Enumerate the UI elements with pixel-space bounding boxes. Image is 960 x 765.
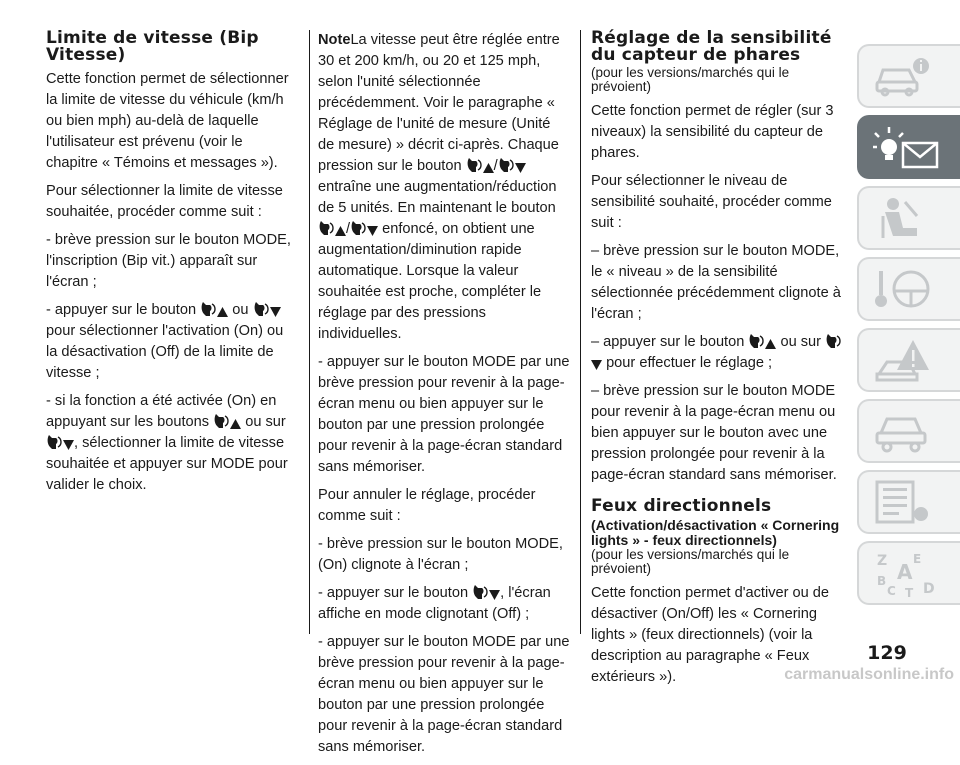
mode-button-icon	[253, 301, 270, 317]
chapter-tabs	[857, 44, 960, 612]
paragraph	[318, 583, 570, 625]
arrow-up-icon	[483, 163, 494, 173]
svg-text:Z: Z	[877, 553, 888, 569]
svg-text:A: A	[897, 560, 913, 584]
text: pour sélectionner l'activation (On) ou la désactivation (Off) de la limite de vitesse ;	[46, 323, 284, 381]
arrow-down-icon	[489, 590, 500, 600]
mode-button-icon	[748, 333, 765, 349]
arrow-down-icon	[63, 440, 74, 450]
section-title: Feux directionnels	[591, 496, 772, 516]
tab-emergency[interactable]	[857, 328, 960, 392]
svg-text:T: T	[905, 586, 914, 599]
svg-text:D: D	[923, 581, 935, 597]
text: - si la fonction a été activée (On) en appuyant sur les boutons	[46, 393, 277, 430]
mode-button-icon	[472, 584, 489, 600]
paragraph	[46, 391, 298, 496]
text: – appuyer sur le bouton	[591, 334, 745, 350]
arrow-down-icon	[367, 226, 378, 236]
section-title: Réglage de la sensibilité du capteur de phares	[591, 28, 832, 65]
arrow-down-icon	[515, 163, 526, 173]
paragraph: – brève pression sur le bouton MODE pour revenir à la page-écran menu ou bien appuyer sur le bouton avec une pression prolongée pour revenir à la page-écran standard sans mémoriser.	[591, 383, 837, 483]
car-maintenance-icon	[873, 407, 933, 455]
paragraph: Cette fonction permet de sélectionner la limite de vitesse du véhicule (km/h ou bien mph) au-delà de laquelle l'utilisateur est prévenu (voir le chapitre « Témoins et messages »).	[46, 71, 289, 171]
paragraph	[591, 332, 843, 374]
technical-data-icon	[873, 478, 933, 526]
key-steering-wheel-icon	[873, 265, 933, 313]
tab-servicing[interactable]	[857, 399, 960, 463]
page-number: 129	[867, 642, 907, 664]
mode-button-icon	[213, 413, 230, 429]
column-3	[591, 30, 843, 695]
arrow-up-icon	[335, 226, 346, 236]
mode-button-icon	[350, 220, 367, 236]
arrow-down-icon	[270, 307, 281, 317]
text: , l'écran affiche en mode clignotant (Off) ;	[318, 585, 551, 622]
paragraph: - appuyer sur le bouton MODE par une brève pression pour revenir à la page-écran menu ou bien appuyer sur le bouton par une pression prolongée pour revenir à la page-écran standard sans mémoriser.	[318, 634, 570, 755]
tab-dashboard-messages[interactable]	[857, 115, 960, 179]
text: enfoncé, on obtient une augmentation/diminution rapide automatique. Lorsque la valeur souhaitée est proche, compléter le réglage par des pressions individuelles.	[318, 221, 542, 342]
text: - appuyer sur le bouton	[46, 302, 197, 318]
section-subtitle: (Activation/désactivation « Cornering lights » - feux directionnels)	[591, 517, 840, 548]
text: pour effectuer le réglage ;	[606, 355, 773, 371]
text: entraîne une augmentation/réduction de 5 unités. En maintenant le bouton	[318, 179, 557, 216]
tab-vehicle-knowledge[interactable]	[857, 44, 960, 108]
arrow-up-icon	[765, 339, 776, 349]
text: La vitesse peut être réglée entre 30 et 200 km/h, ou 20 et 125 mph, selon l'unité sélectionnée précédemment. Voir le paragraphe « Réglage de l'unité de mesure (Unité de mesure) » décrit ci-après. Chaque pression sur le bouton	[318, 32, 560, 174]
svg-text:C: C	[887, 584, 896, 598]
paragraph	[46, 300, 298, 384]
arrow-up-icon	[230, 419, 241, 429]
section-title: Limite de vitesse (Bip Vitesse)	[46, 28, 259, 65]
svg-text:E: E	[913, 552, 922, 566]
paragraph: Cette fonction permet d'activer ou de désactiver (On/Off) les « Cornering lights » (feux directionnels) (voir la description au paragraphe « Feux extérieurs »).	[591, 585, 830, 685]
mode-button-icon	[200, 301, 217, 317]
mode-button-icon	[318, 220, 335, 236]
arrow-down-icon	[591, 360, 602, 370]
text: , sélectionner la limite de vitesse souhaitée et appuyer sur MODE pour valider le choix.	[46, 435, 288, 493]
subtitle: (pour les versions/marchés qui le prévoient)	[591, 65, 790, 94]
slash: /	[493, 158, 498, 174]
subtitle: (pour les versions/marchés qui le prévoient)	[591, 547, 790, 576]
paragraph: Cette fonction permet de régler (sur 3 niveaux) la sensibilité du capteur de phares.	[591, 103, 834, 161]
paragraph: Pour annuler le réglage, procéder comme suit :	[318, 487, 536, 524]
mode-button-icon	[825, 333, 842, 349]
text: ou	[232, 302, 249, 318]
column-1	[46, 30, 298, 503]
mode-button-icon	[46, 434, 63, 450]
seat-airbag-icon	[873, 194, 933, 242]
arrow-up-icon	[217, 307, 228, 317]
mode-button-icon	[466, 157, 483, 173]
paragraph: Pour sélectionner le niveau de sensibilité souhaité, procéder comme suit :	[591, 173, 832, 231]
warning-light-message-icon	[873, 123, 945, 173]
note-label: Note	[318, 32, 351, 48]
alphabetical-index-icon	[873, 549, 943, 599]
paragraph: - appuyer sur le bouton MODE par une brève pression pour revenir à la page-écran menu ou bien appuyer sur le bouton par une pression prolongée pour revenir à la page-écran standard sans mémoriser.	[318, 354, 570, 475]
tab-starting-driving[interactable]	[857, 257, 960, 321]
tab-index[interactable]	[857, 541, 960, 605]
tab-technical-data[interactable]	[857, 470, 960, 534]
tab-safety[interactable]	[857, 186, 960, 250]
note-paragraph	[318, 30, 570, 345]
column-divider	[580, 30, 581, 634]
column-divider	[309, 30, 310, 634]
car-info-icon	[873, 52, 933, 98]
text: ou sur	[780, 334, 822, 350]
road-warning-triangle-icon	[873, 336, 933, 384]
column-2	[318, 30, 570, 765]
text: - appuyer sur le bouton	[318, 585, 469, 601]
mode-button-icon	[498, 157, 515, 173]
paragraph: - brève pression sur le bouton MODE, l'inscription (Bip vit.) apparaît sur l'écran ;	[46, 232, 291, 290]
slash: /	[346, 221, 351, 237]
paragraph: - brève pression sur le bouton MODE, (On) clignote à l'écran ;	[318, 536, 563, 573]
watermark-text: carmanualsonline.info	[784, 666, 954, 683]
paragraph: Pour sélectionner la limite de vitesse souhaitée, procéder comme suit :	[46, 183, 283, 220]
text: ou sur	[245, 414, 286, 430]
svg-text:B: B	[877, 574, 887, 588]
paragraph: – brève pression sur le bouton MODE, le « niveau » de la sensibilité sélectionnée précédemment clignote à l'écran ;	[591, 243, 841, 322]
